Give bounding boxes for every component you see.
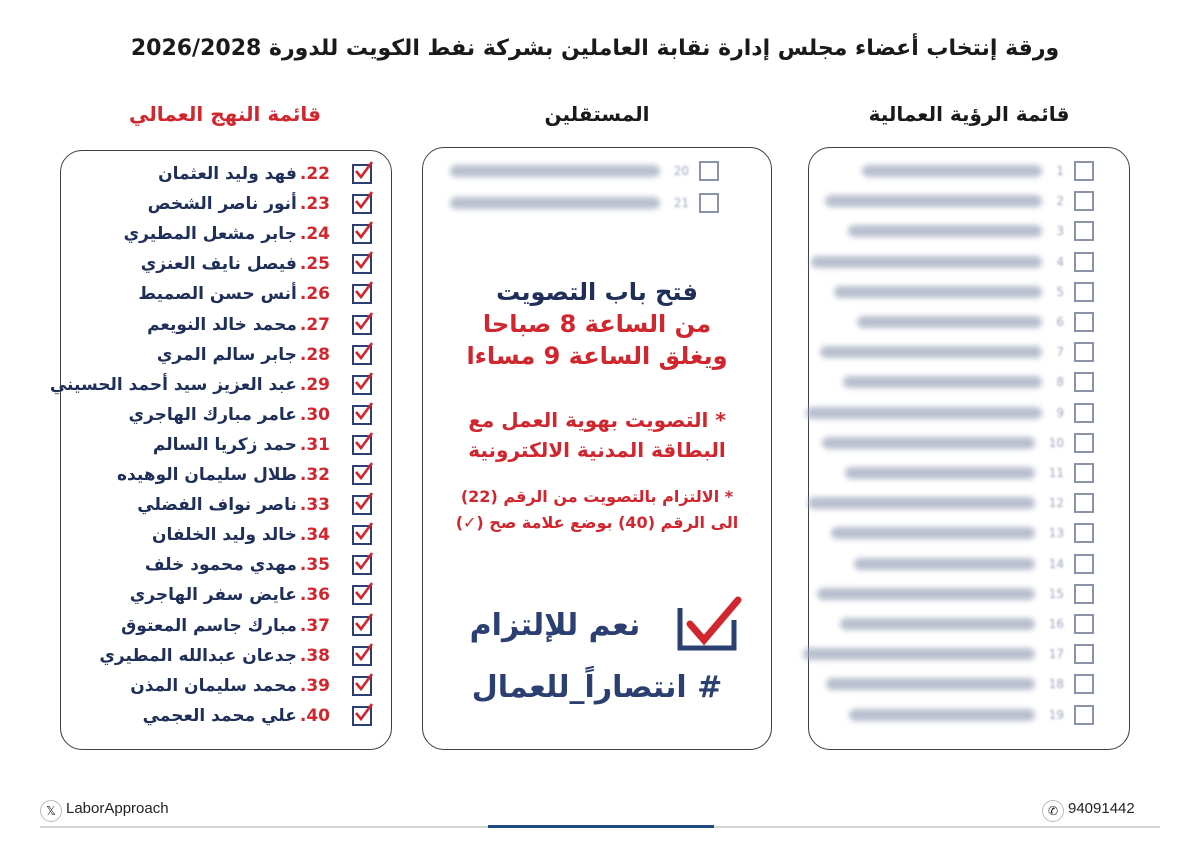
- candidate-name: عامر مبارك الهاجري: [128, 404, 297, 425]
- checked-checkbox-icon[interactable]: [352, 465, 372, 485]
- candidate-row: [157, 341, 372, 369]
- blurred-candidate-row: [843, 368, 1094, 396]
- note-commit-line1: * الالتزام بالتصويت من الرقم (22): [460, 487, 734, 506]
- candidate-row: [147, 311, 372, 339]
- blurred-candidate-row: [450, 189, 719, 217]
- blurred-name: [843, 376, 1042, 388]
- empty-checkbox[interactable]: [1074, 705, 1094, 725]
- candidate-row: [148, 190, 372, 218]
- blurred-candidate-row: [857, 308, 1094, 336]
- checked-checkbox-icon[interactable]: [352, 525, 372, 545]
- blurred-name: [831, 527, 1035, 539]
- candidate-number: 17: [1048, 647, 1064, 662]
- blurred-name: [848, 225, 1042, 237]
- candidate-name: أنس حسن الصميط: [138, 284, 297, 305]
- empty-checkbox[interactable]: [1074, 161, 1094, 181]
- checked-checkbox-icon[interactable]: [352, 555, 372, 575]
- empty-checkbox[interactable]: [1074, 674, 1094, 694]
- candidate-row: [121, 612, 372, 640]
- candidate-number: 22.: [299, 164, 330, 184]
- empty-checkbox[interactable]: [1074, 252, 1094, 272]
- candidate-name: جابر مشعل المطيري: [123, 224, 297, 245]
- candidate-number: 9: [1056, 405, 1064, 420]
- blurred-name: [817, 588, 1035, 600]
- candidate-name: ناصر نواف الفضلي: [137, 495, 297, 516]
- empty-checkbox[interactable]: [699, 161, 719, 181]
- candidate-number: 1: [1056, 164, 1064, 178]
- left-list-header: قائمة النهج العمالي: [128, 102, 322, 126]
- checked-checkbox-icon[interactable]: [352, 375, 372, 395]
- candidate-row: [158, 160, 372, 188]
- blurred-candidate-row: [834, 278, 1094, 306]
- blurred-candidate-row: [820, 338, 1094, 366]
- blurred-candidate-row: [831, 519, 1094, 547]
- candidate-number: 32.: [299, 465, 330, 485]
- center-list-header: المستقلين: [544, 102, 650, 126]
- note-commit-line2: الى الرقم (40) بوضع علامة صح (✓): [455, 513, 739, 532]
- candidate-row: [141, 250, 372, 278]
- blurred-candidate-row: [840, 610, 1094, 638]
- big-checkbox-icon: [676, 596, 742, 652]
- empty-checkbox[interactable]: [1074, 433, 1094, 453]
- blurred-candidate-row: [845, 459, 1094, 487]
- candidate-name: عبد العزيز سيد أحمد الحسيني: [49, 374, 297, 395]
- candidate-row: [130, 672, 372, 700]
- empty-checkbox[interactable]: [699, 193, 719, 213]
- candidate-number: 25.: [299, 254, 330, 275]
- blurred-name: [811, 256, 1042, 268]
- blurred-candidate-row: [825, 187, 1094, 215]
- checked-checkbox-icon[interactable]: [352, 585, 372, 605]
- candidate-number: 29.: [299, 374, 330, 395]
- blurred-candidate-row: [811, 248, 1094, 276]
- candidate-number: 38.: [299, 645, 330, 666]
- candidate-number: 10: [1048, 435, 1064, 450]
- candidate-number: 31.: [299, 434, 330, 455]
- phone-number: 94091442: [1068, 800, 1135, 817]
- checked-checkbox-icon[interactable]: [352, 706, 372, 726]
- empty-checkbox[interactable]: [1074, 342, 1094, 362]
- candidate-number: 18: [1048, 677, 1064, 692]
- empty-checkbox[interactable]: [1074, 584, 1094, 604]
- candidate-number: 24.: [299, 224, 330, 245]
- candidate-name: حمد زكريا السالم: [152, 434, 297, 455]
- blurred-name: [450, 197, 660, 209]
- checked-checkbox-icon[interactable]: [352, 254, 372, 274]
- candidate-name: عايض سفر الهاجري: [129, 585, 297, 606]
- blurred-candidate-row: [806, 399, 1094, 427]
- checked-checkbox-icon[interactable]: [352, 495, 372, 515]
- blurred-candidate-row: [826, 670, 1094, 698]
- candidate-name: جدعان عبدالله المطيري: [99, 645, 297, 666]
- candidate-name: فهد وليد العثمان: [158, 164, 297, 184]
- candidate-number: 30.: [299, 404, 330, 425]
- blurred-candidate-row: [849, 701, 1094, 729]
- candidate-number: 15: [1048, 586, 1064, 601]
- note-id-line2: البطاقة المدنية الالكترونية: [468, 438, 726, 462]
- candidate-number: 19: [1048, 707, 1064, 722]
- candidate-name: علي محمد العجمي: [142, 705, 297, 726]
- candidate-number: 11: [1048, 466, 1064, 480]
- blurred-name: [825, 195, 1042, 207]
- blurred-candidate-row: [817, 580, 1094, 608]
- candidate-number: 16: [1048, 617, 1064, 631]
- candidate-row: [153, 431, 372, 459]
- candidate-number: 12: [1048, 496, 1064, 511]
- blurred-candidate-row: [854, 550, 1094, 578]
- candidate-number: 8: [1056, 375, 1064, 390]
- candidate-number: 37.: [299, 615, 330, 636]
- candidate-number: 23.: [299, 194, 330, 215]
- blurred-name: [450, 165, 660, 177]
- blurred-candidate-row: [862, 157, 1094, 185]
- candidate-number: 3: [1056, 224, 1064, 239]
- checked-checkbox-icon[interactable]: [352, 646, 372, 666]
- social-handle: LaborApproach: [66, 800, 169, 817]
- note-id-line1: * التصويت بهوية العمل مع: [468, 408, 726, 432]
- empty-checkbox[interactable]: [1074, 372, 1094, 392]
- checked-checkbox-icon[interactable]: [352, 315, 372, 335]
- empty-checkbox[interactable]: [1074, 191, 1094, 211]
- checked-checkbox-icon[interactable]: [352, 676, 372, 696]
- candidate-number: 33.: [299, 495, 330, 516]
- candidate-number: 35.: [299, 555, 330, 576]
- open-time-text: من الساعة 8 صباحا: [482, 310, 712, 338]
- candidate-row: [152, 521, 372, 549]
- candidate-name: فيصل نايف العنزي: [140, 254, 297, 275]
- checked-checkbox-icon[interactable]: [352, 164, 372, 184]
- close-time-text: ويغلق الساعة 9 مساءا: [466, 342, 728, 370]
- candidate-name: خالد وليد الخلفان: [151, 525, 297, 546]
- blurred-name: [840, 618, 1035, 630]
- blurred-name: [845, 467, 1035, 479]
- blurred-name: [820, 346, 1042, 358]
- empty-checkbox[interactable]: [1074, 312, 1094, 332]
- slogan-hashtag: # انتصاراً_للعمال: [471, 670, 723, 705]
- blurred-candidate-row: [803, 640, 1094, 668]
- candidate-number: 27.: [299, 314, 330, 335]
- candidate-number: 13: [1048, 526, 1064, 541]
- candidate-number: 4: [1056, 254, 1064, 269]
- candidate-number: 14: [1048, 556, 1064, 571]
- x-logo-icon: 𝕏: [40, 800, 62, 822]
- candidate-row: [137, 491, 372, 519]
- candidate-number: 5: [1056, 284, 1064, 299]
- blurred-name: [849, 709, 1035, 721]
- candidate-row: [128, 401, 372, 429]
- candidate-row: [117, 461, 372, 489]
- candidate-row: [145, 551, 372, 579]
- candidate-row: [124, 220, 372, 248]
- blurred-name: [808, 497, 1035, 509]
- checked-checkbox-icon[interactable]: [352, 194, 372, 214]
- right-list-header: قائمة الرؤية العمالية: [868, 102, 1070, 126]
- candidate-name: طلال سليمان الوهيده: [117, 465, 297, 485]
- blurred-name: [857, 316, 1042, 328]
- candidate-row: [143, 702, 372, 730]
- page-title: ورقة إنتخاب أعضاء مجلس إدارة نقابة العاملين بشركة نفط الكويت للدورة 2026/2028: [130, 36, 1060, 61]
- candidate-row: [138, 280, 372, 308]
- checked-checkbox-icon[interactable]: [352, 345, 372, 365]
- empty-checkbox[interactable]: [1074, 493, 1094, 513]
- empty-checkbox[interactable]: [1074, 221, 1094, 241]
- blurred-name: [854, 558, 1035, 570]
- candidate-row: [99, 642, 372, 670]
- candidate-number: 20: [673, 164, 689, 178]
- candidate-number: 36.: [299, 585, 330, 606]
- checked-checkbox-icon[interactable]: [352, 224, 372, 244]
- candidate-name: محمد خالد النويعم: [147, 314, 297, 335]
- candidate-name: مهدي محمود خلف: [144, 555, 297, 576]
- candidate-number: 39.: [299, 675, 330, 696]
- footer-accent-bar: [488, 825, 714, 828]
- phone-icon: ✆: [1042, 800, 1064, 822]
- blurred-name: [803, 648, 1035, 660]
- empty-checkbox[interactable]: [1074, 614, 1094, 634]
- voting-open-text: فتح باب التصويت: [496, 278, 698, 306]
- candidate-row: [130, 581, 372, 609]
- candidate-name: جابر سالم المري: [156, 344, 297, 365]
- checked-checkbox-icon[interactable]: [352, 616, 372, 636]
- checked-checkbox-icon[interactable]: [352, 405, 372, 425]
- blurred-candidate-row: [450, 157, 719, 185]
- empty-checkbox[interactable]: [1074, 463, 1094, 483]
- empty-checkbox[interactable]: [1074, 554, 1094, 574]
- blurred-name: [826, 678, 1035, 690]
- candidate-number: 26.: [299, 284, 330, 305]
- candidate-name: محمد سليمان المذن: [130, 675, 297, 696]
- empty-checkbox[interactable]: [1074, 403, 1094, 423]
- slogan-commitment: نعم للإلتزام: [469, 608, 641, 643]
- blurred-name: [806, 407, 1042, 419]
- checked-checkbox-icon[interactable]: [352, 435, 372, 455]
- candidate-number: 7: [1056, 345, 1064, 360]
- candidate-row: [50, 371, 372, 399]
- blurred-name: [862, 165, 1042, 177]
- blurred-candidate-row: [808, 489, 1094, 517]
- candidate-number: 34.: [299, 525, 330, 546]
- candidate-number: 2: [1056, 194, 1064, 209]
- blurred-name: [822, 437, 1035, 449]
- candidate-number: 21: [673, 196, 689, 210]
- empty-checkbox[interactable]: [1074, 523, 1094, 543]
- candidate-name: أنور ناصر الشخص: [147, 194, 297, 215]
- blurred-candidate-row: [822, 429, 1094, 457]
- empty-checkbox[interactable]: [1074, 644, 1094, 664]
- candidate-number: 40.: [299, 705, 330, 726]
- checked-checkbox-icon[interactable]: [352, 284, 372, 304]
- candidate-number: 6: [1056, 315, 1064, 329]
- empty-checkbox[interactable]: [1074, 282, 1094, 302]
- candidate-name: مبارك جاسم المعتوق: [121, 615, 297, 636]
- blurred-name: [834, 286, 1042, 298]
- candidate-number: 28.: [299, 344, 330, 365]
- blurred-candidate-row: [848, 217, 1094, 245]
